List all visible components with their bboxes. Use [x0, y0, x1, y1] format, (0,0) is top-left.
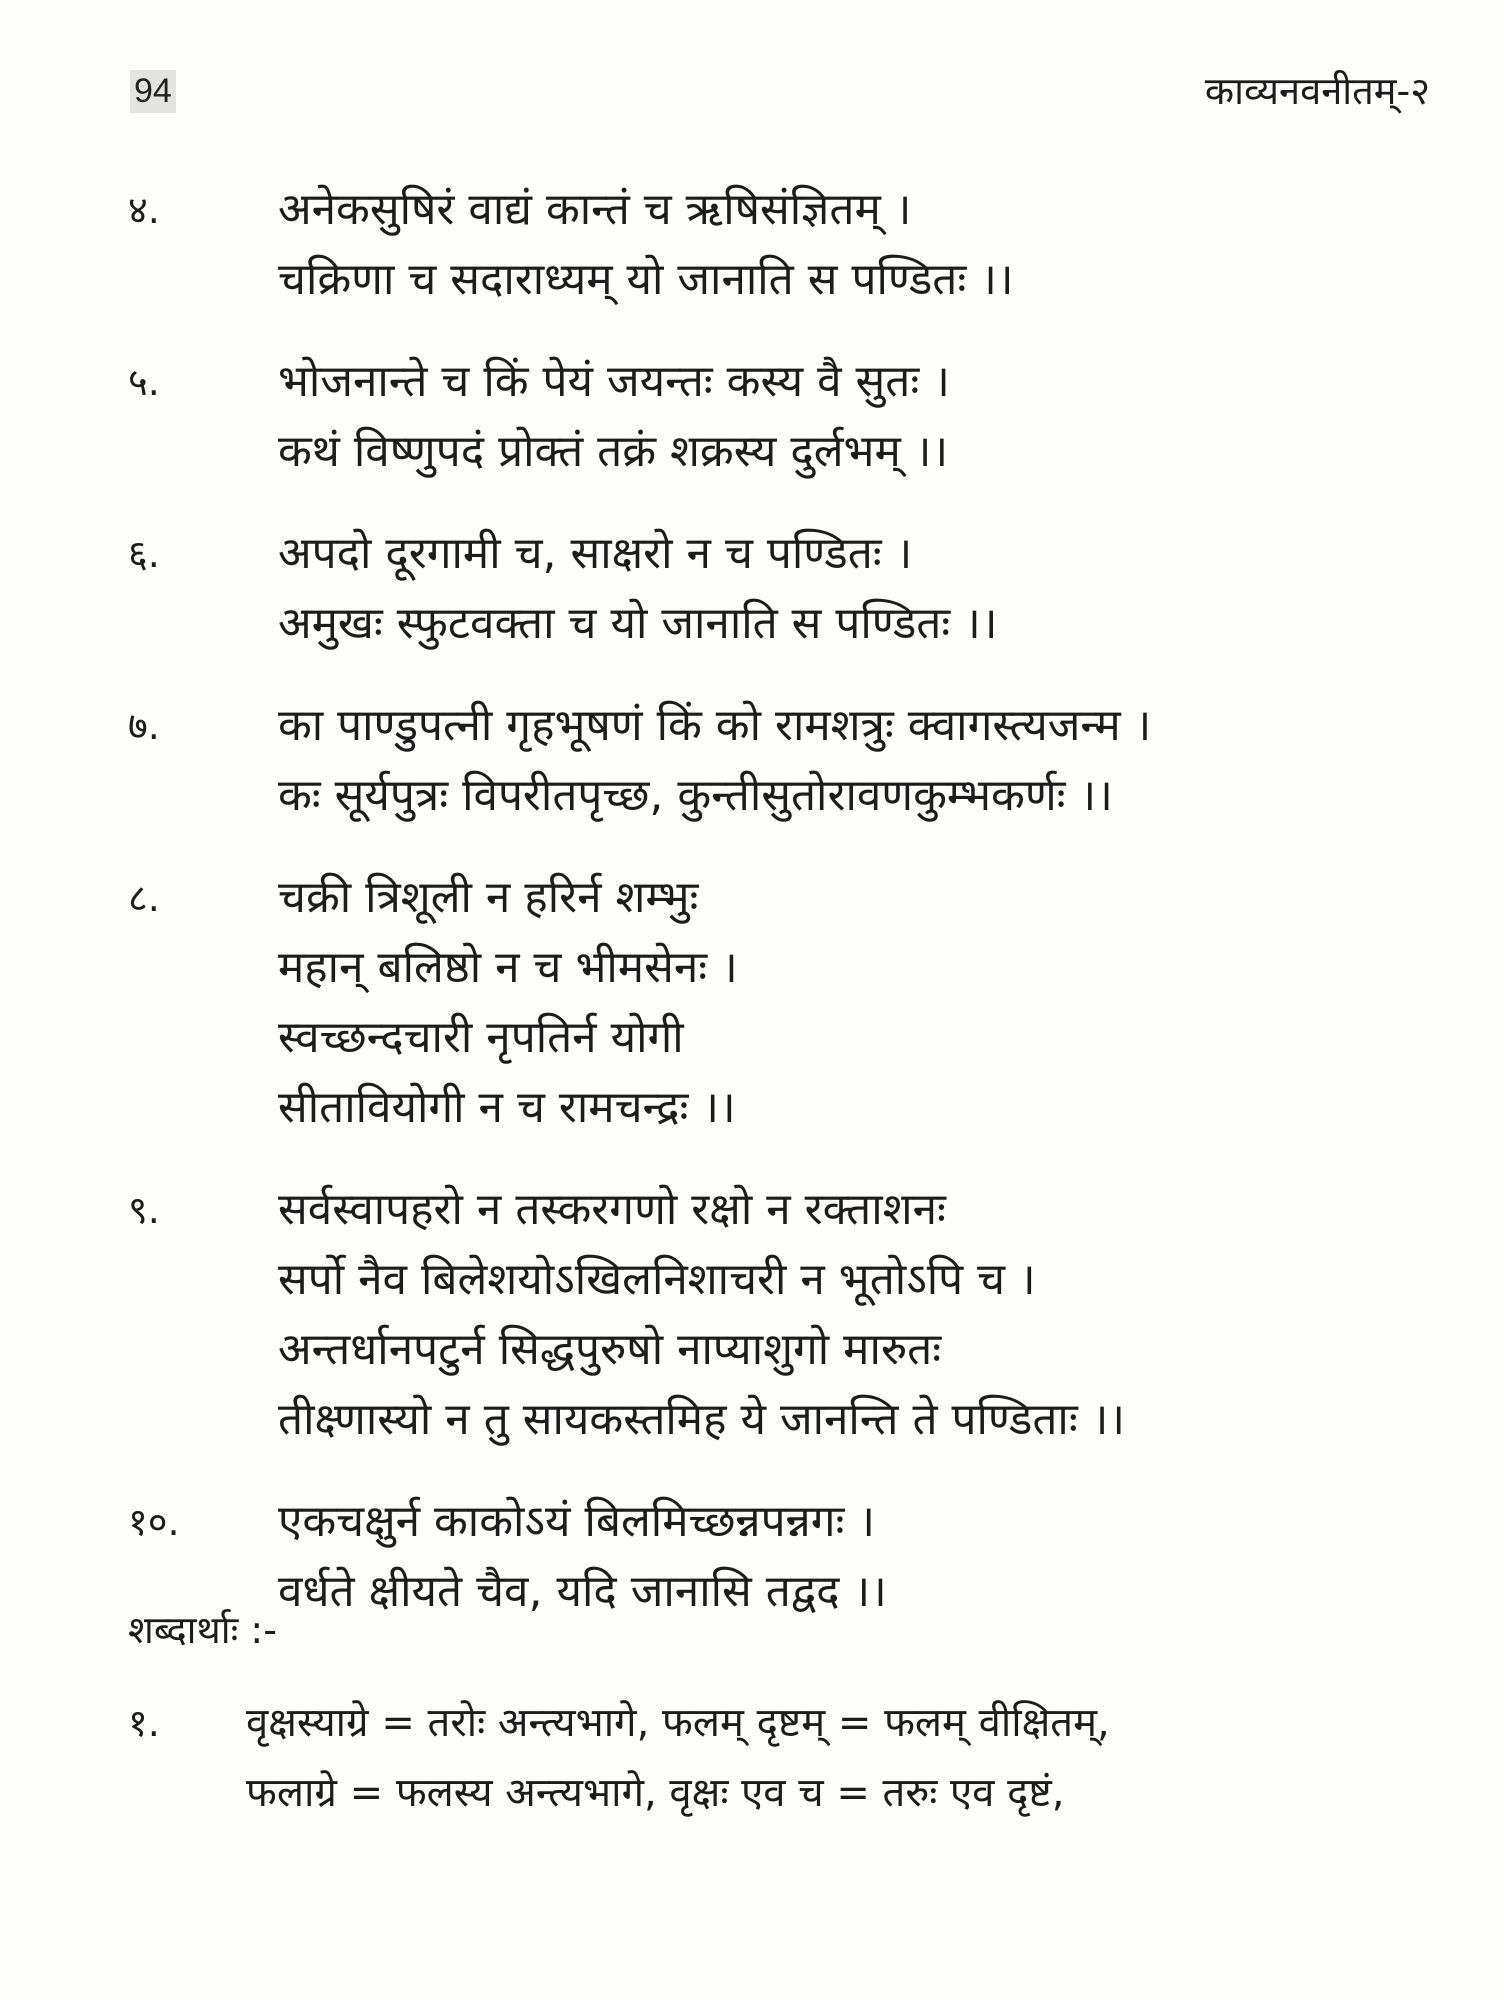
verse-line: महान् बलिष्ठो न च भीमसेनः ।	[278, 942, 738, 993]
verse-line: कः सूर्यपुत्रः विपरीतपृच्छ, कुन्तीसुतोरावणकुम्भकर्णः ।।	[278, 770, 1113, 821]
verse-lines	[278, 863, 1500, 1143]
verse-lines	[278, 1175, 1500, 1455]
verse-line: अन्तर्धानपटुर्न सिद्धपुरुषो नाप्याशुगो मारुतः	[278, 1324, 942, 1375]
verse	[0, 691, 1500, 831]
verse-line: तीक्ष्णास्यो न तु सायकस्तमिह ये जानन्ति ते पण्डिताः ।।	[278, 1394, 1126, 1445]
verse	[0, 175, 1500, 315]
page-number: 94	[130, 70, 176, 113]
verse-line: अनेकसुषिरं वाद्यं कान्तं च ऋषिसंज्ञितम् ।	[278, 184, 912, 235]
verse-line: का पाण्डुपत्नी गृहभूषणं किं को रामशत्रुः क्वागस्त्यजन्म ।	[278, 700, 1152, 751]
glossary-item-lines	[246, 1688, 1448, 1828]
verse	[0, 347, 1500, 487]
glossary-line: वृक्षस्याग्रे = तरोः अन्त्यभागे, फलम् दृष्टम् = फलम् वीक्षितम्,	[246, 1700, 1110, 1746]
verse-list	[0, 175, 1500, 1659]
verse-line: चक्रिणा च सदाराध्यम् यो जानाति स पण्डितः ।।	[278, 254, 1014, 305]
glossary-line: फलाग्रे = फलस्य अन्त्यभागे, वृक्षः एव च = तरुः एव दृष्टं,	[246, 1770, 1065, 1816]
verse-lines	[278, 347, 1500, 487]
verse-lines	[278, 175, 1500, 315]
running-head: काव्यनवनीतम्-२	[1204, 69, 1430, 113]
verse-line: कथं विष्णुपदं प्रोक्तं तक्रं शक्रस्य दुर्लभम् ।।	[278, 426, 949, 477]
verse-line: अपदो दूरगामी च, साक्षरो न च पण्डितः ।	[278, 528, 913, 579]
verse-number: ७.	[128, 704, 160, 748]
verse-line: वर्धते क्षीयते चैव, यदि जानासि तद्वद ।।	[278, 1566, 887, 1617]
verse-line: एकचक्षुर्न काकोऽयं बिलमिच्छन्नपन्नगः ।	[278, 1496, 876, 1547]
verse-line: स्वच्छन्दचारी नृपतिर्न योगी	[278, 1012, 684, 1063]
verse-line: सीतावियोगी न च रामचन्द्रः ।।	[278, 1082, 736, 1133]
verse-line: भोजनान्ते च किं पेयं जयन्तः कस्य वै सुतः ।	[278, 356, 950, 407]
verse-line: चक्री त्रिशूली न हरिर्न शम्भुः	[278, 872, 699, 923]
verse-number: ६.	[128, 532, 160, 576]
verse-line: सर्पो नैव बिलेशयोऽखिलनिशाचरी न भूतोऽपि च ।	[278, 1254, 1036, 1305]
glossary-section	[128, 1600, 1448, 1828]
verse-line: सर्वस्वापहरो न तस्करगणो रक्षो न रक्ताशनः	[278, 1184, 946, 1235]
verse	[0, 1175, 1500, 1455]
verse-number: ४.	[128, 188, 160, 232]
verse	[0, 519, 1500, 659]
verse-lines	[278, 519, 1500, 659]
glossary-items	[128, 1688, 1448, 1828]
glossary-item	[128, 1688, 1448, 1828]
verse-line: अमुखः स्फुटवक्ता च यो जानाति स पण्डितः ।।	[278, 598, 998, 649]
verse-number: १०.	[128, 1500, 180, 1544]
glossary-heading: शब्दार्थाः :-	[128, 1608, 277, 1652]
verse-number: ९.	[128, 1188, 160, 1232]
glossary-item-number: १.	[128, 1701, 160, 1745]
verse-lines	[278, 691, 1500, 831]
verse-number: ५.	[128, 360, 160, 404]
verse-number: ८.	[128, 876, 160, 920]
verse	[0, 863, 1500, 1143]
